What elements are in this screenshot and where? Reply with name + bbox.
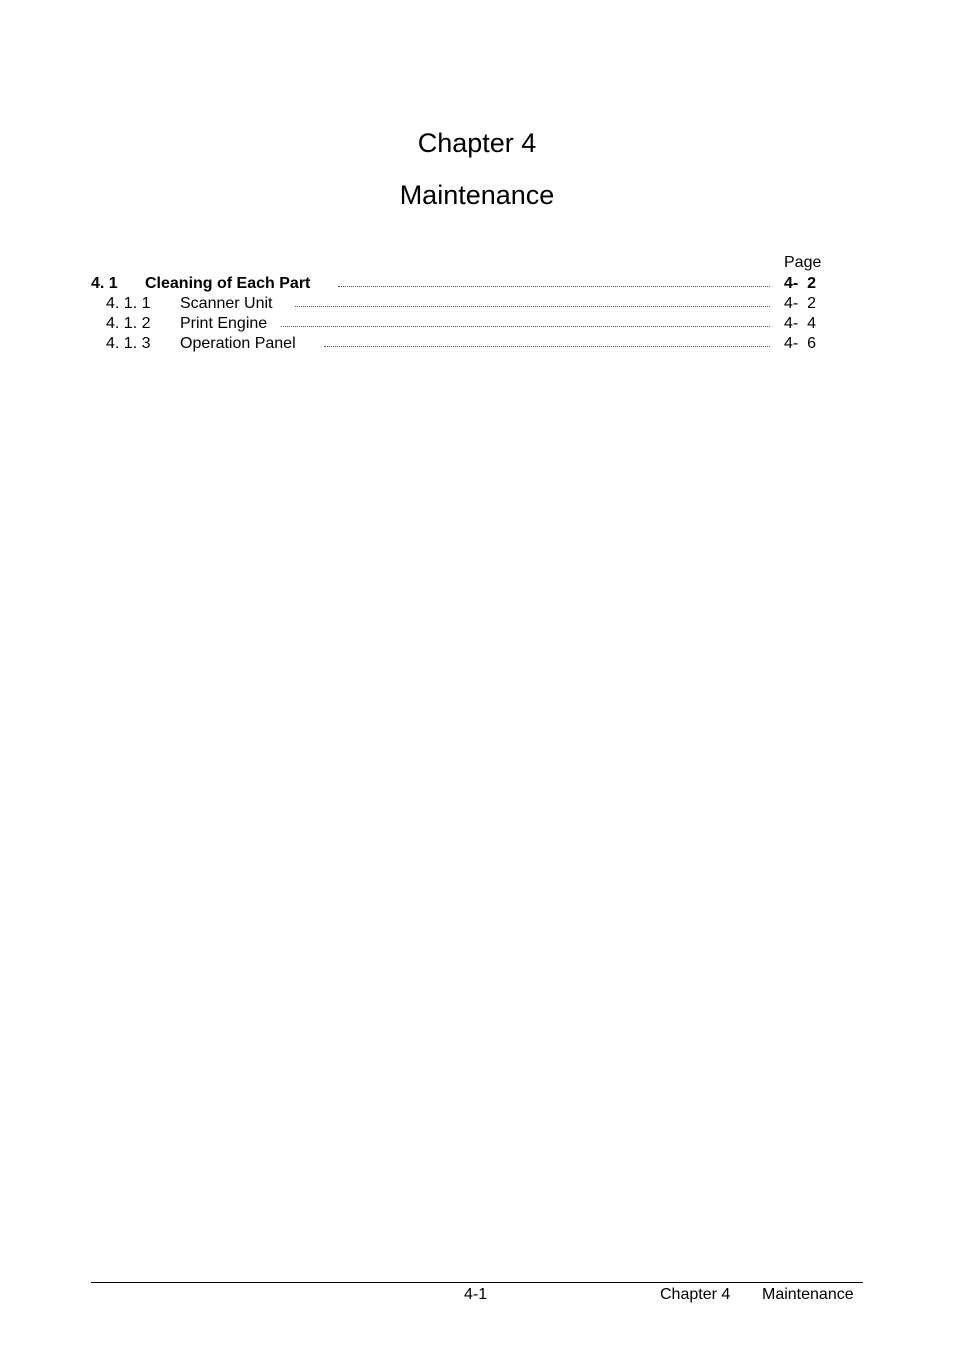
toc-page-column-header: Page: [784, 254, 822, 271]
chapter-number-title: Chapter 4: [417, 128, 537, 158]
toc-entry-number: 4. 1. 3: [106, 335, 151, 352]
toc-entry[interactable]: [0, 295, 954, 315]
table-of-contents: [0, 275, 954, 355]
toc-entry-number: 4. 1. 1: [106, 295, 151, 312]
toc-entry[interactable]: [0, 315, 954, 335]
chapter-name-title: Maintenance: [399, 180, 555, 210]
footer-divider: [91, 1282, 863, 1283]
toc-entry-page: 4- 2: [784, 295, 817, 312]
footer-page-number: 4-1: [464, 1286, 488, 1303]
toc-dot-leader: [338, 286, 770, 287]
toc-dot-leader: [281, 326, 770, 327]
footer-section-label: Maintenance: [762, 1286, 854, 1303]
toc-entry-title: Cleaning of Each Part: [145, 275, 311, 292]
toc-dot-leader: [295, 306, 770, 307]
toc-entry-title: Operation Panel: [180, 335, 296, 352]
toc-entry-page: 4- 6: [784, 335, 817, 352]
toc-entry-title: Scanner Unit: [180, 295, 273, 312]
toc-entry-page: 4- 2: [784, 275, 817, 292]
toc-dot-leader: [324, 346, 770, 347]
footer-chapter-label: Chapter 4: [660, 1286, 731, 1303]
toc-entry-page: 4- 4: [784, 315, 817, 332]
toc-entry-number: 4. 1. 2: [106, 315, 151, 332]
toc-entry[interactable]: [0, 335, 954, 355]
toc-entry-number: 4. 1: [91, 275, 118, 292]
toc-entry-title: Print Engine: [180, 315, 268, 332]
toc-entry[interactable]: [0, 275, 954, 295]
